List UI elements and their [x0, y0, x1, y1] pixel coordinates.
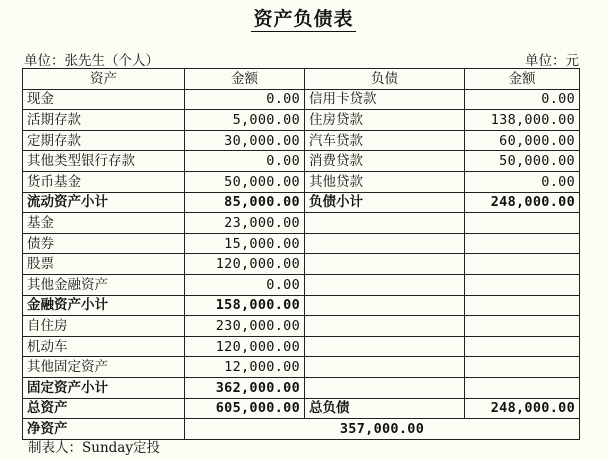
liability-label: 消费贷款 [305, 151, 465, 172]
asset-label: 机动车 [23, 336, 185, 357]
liability-amount [465, 213, 580, 234]
table-row [23, 398, 580, 419]
table-row [23, 357, 580, 378]
asset-label: 流动资产小计 [23, 192, 185, 213]
table-row [23, 110, 580, 131]
asset-amount: 15,000.00 [185, 233, 305, 254]
liability-label [305, 254, 465, 275]
table-row [23, 171, 580, 192]
liability-amount [465, 254, 580, 275]
owner-label: 单位：张先生（个人） [24, 53, 159, 69]
table-row [23, 254, 580, 275]
table-row [23, 213, 580, 234]
liability-amount: 248,000.00 [465, 192, 580, 213]
liability-label [305, 377, 465, 398]
liability-label [305, 357, 465, 378]
asset-amount: 12,000.00 [185, 357, 305, 378]
liability-label: 负债小计 [305, 192, 465, 213]
table-row [23, 274, 580, 295]
liability-amount [465, 274, 580, 295]
asset-amount: 362,000.00 [185, 377, 305, 398]
asset-amount: 605,000.00 [185, 398, 305, 419]
liability-amount: 60,000.00 [465, 130, 580, 151]
asset-label: 总资产 [23, 398, 185, 419]
liability-amount [465, 295, 580, 316]
asset-amount: 50,000.00 [185, 171, 305, 192]
liability-label [305, 233, 465, 254]
asset-label: 其他类型银行存款 [23, 151, 185, 172]
table-row [23, 192, 580, 213]
asset-label: 基金 [23, 213, 185, 234]
liability-label [305, 213, 465, 234]
liability-label: 汽车贷款 [305, 130, 465, 151]
header-liabilities: 负债 [305, 69, 465, 90]
asset-amount: 0.00 [185, 89, 305, 110]
net-assets-value: 357,000.00 [185, 419, 580, 440]
table-header-row [23, 69, 580, 90]
asset-label: 股票 [23, 254, 185, 275]
balance-sheet-table [22, 68, 580, 440]
unit-label: 单位：元 [525, 53, 579, 69]
liability-amount [465, 377, 580, 398]
liability-amount [465, 316, 580, 337]
asset-label: 货币基金 [23, 171, 185, 192]
liability-amount [465, 233, 580, 254]
document-title: 资产负债表 [253, 8, 354, 30]
liability-label: 总负债 [305, 398, 465, 419]
liability-label: 住房贷款 [305, 110, 465, 131]
liability-label [305, 316, 465, 337]
liability-label: 信用卡贷款 [305, 89, 465, 110]
liability-amount [465, 336, 580, 357]
header-liability-amount: 金额 [465, 69, 580, 90]
header-assets: 资产 [23, 69, 185, 90]
table-row [23, 377, 580, 398]
liability-label [305, 274, 465, 295]
asset-amount: 158,000.00 [185, 295, 305, 316]
table-row [23, 295, 580, 316]
asset-label: 活期存款 [23, 110, 185, 131]
asset-label: 其他固定资产 [23, 357, 185, 378]
table-row [23, 316, 580, 337]
liability-label [305, 295, 465, 316]
liability-amount [465, 357, 580, 378]
liability-label [305, 336, 465, 357]
asset-amount: 30,000.00 [185, 130, 305, 151]
asset-label: 固定资产小计 [23, 377, 185, 398]
header-asset-amount: 金额 [185, 69, 305, 90]
asset-label: 现金 [23, 89, 185, 110]
asset-amount: 23,000.00 [185, 213, 305, 234]
liability-amount: 0.00 [465, 89, 580, 110]
table-row [23, 89, 580, 110]
liability-amount: 0.00 [465, 171, 580, 192]
asset-label: 债券 [23, 233, 185, 254]
liability-amount: 138,000.00 [465, 110, 580, 131]
table-row [23, 233, 580, 254]
asset-amount: 85,000.00 [185, 192, 305, 213]
asset-label: 金融资产小计 [23, 295, 185, 316]
asset-label: 自住房 [23, 316, 185, 337]
asset-label: 定期存款 [23, 130, 185, 151]
asset-amount: 5,000.00 [185, 110, 305, 131]
liability-amount: 50,000.00 [465, 151, 580, 172]
footer-author: 制表人：Sunday定投 [28, 440, 160, 456]
liability-label: 其他贷款 [305, 171, 465, 192]
asset-label: 其他金融资产 [23, 274, 185, 295]
table-row [23, 336, 580, 357]
net-assets-label: 净资产 [23, 419, 185, 440]
liability-amount: 248,000.00 [465, 398, 580, 419]
table-row [23, 151, 580, 172]
asset-amount: 120,000.00 [185, 254, 305, 275]
asset-amount: 230,000.00 [185, 316, 305, 337]
asset-amount: 0.00 [185, 151, 305, 172]
asset-amount: 120,000.00 [185, 336, 305, 357]
table-row [23, 130, 580, 151]
asset-amount: 0.00 [185, 274, 305, 295]
